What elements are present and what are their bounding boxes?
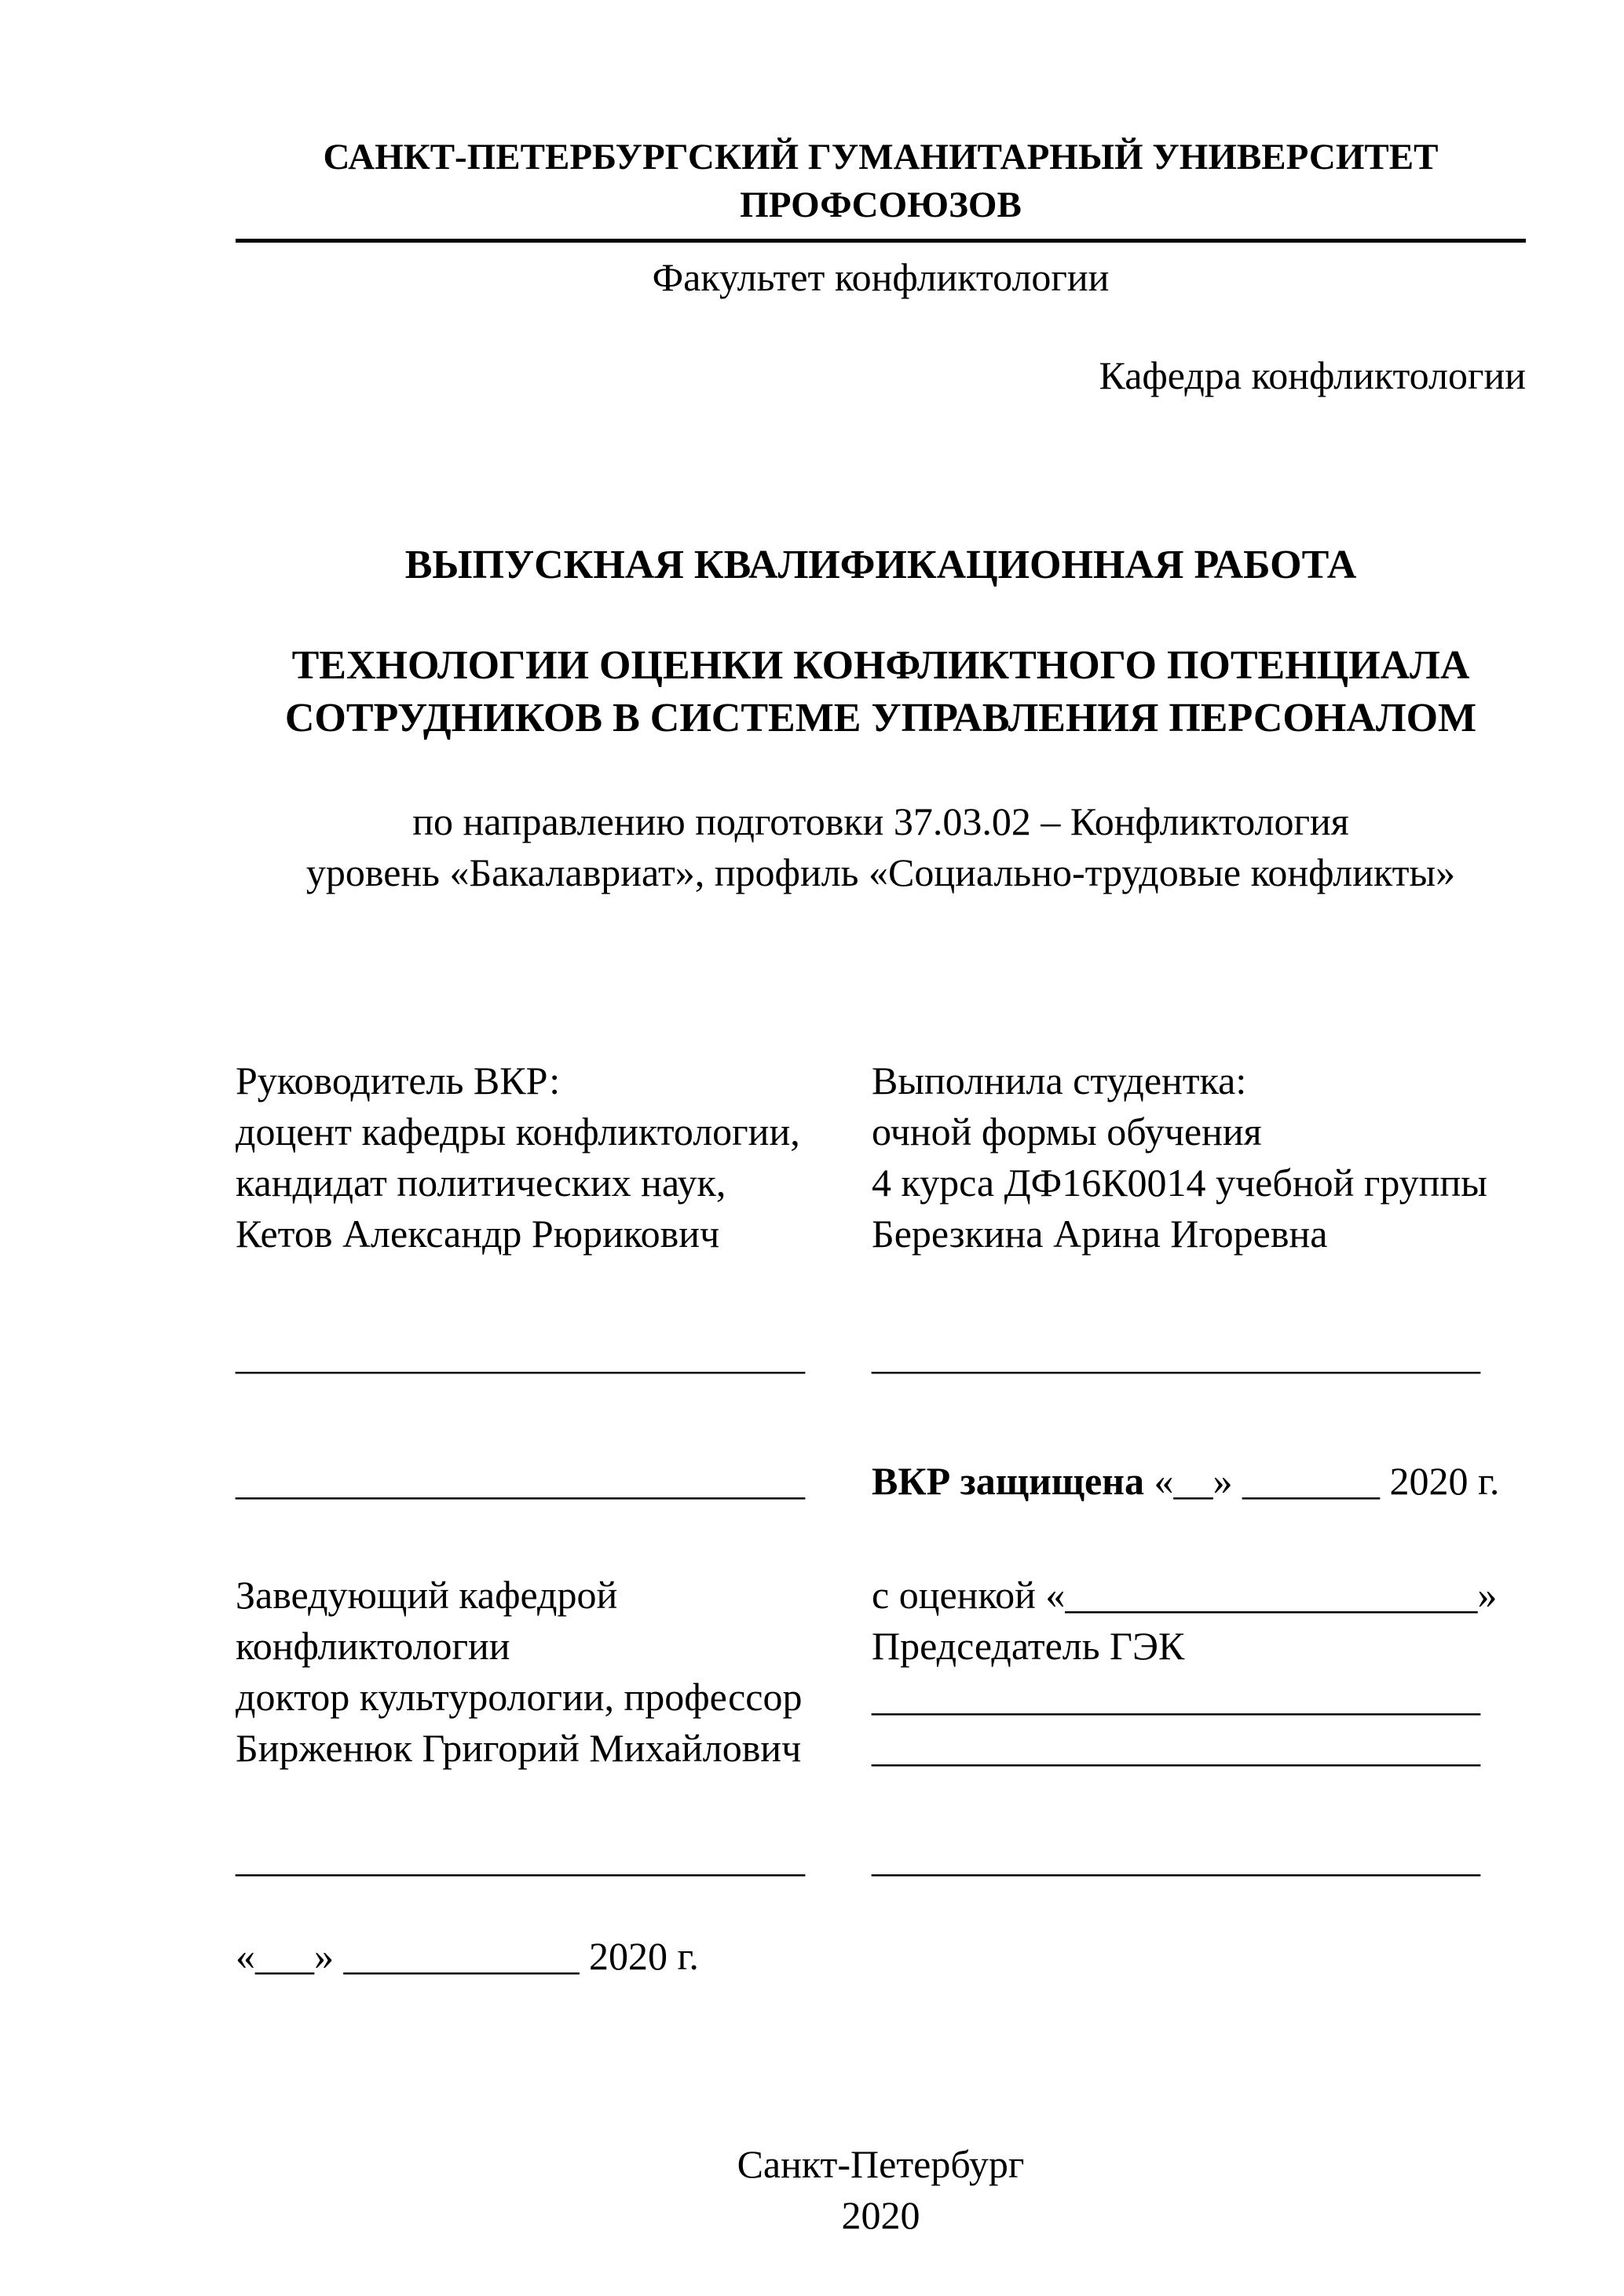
thesis-title — [236, 639, 1526, 745]
supervisor-name: Кетов Александр Рюрикович — [236, 1211, 720, 1256]
people-block — [236, 1055, 1526, 1260]
student-study-form: очной формы обучения — [872, 1109, 1262, 1153]
supervisor-position: доцент кафедры конфликтологии, — [236, 1109, 800, 1153]
supervisor-degree: кандидат политических наук, — [236, 1160, 726, 1205]
university-name: САНКТ-ПЕТЕРБУРГСКИЙ ГУМАНИТАРНЫЙ УНИВЕРСИТЕТ ПРОФСОЮЗОВ — [236, 133, 1526, 243]
department-head-degree: доктор культурологии, профессор — [236, 1674, 803, 1719]
work-type-heading: ВЫПУСКНАЯ КВАЛИФИКАЦИОННАЯ РАБОТА — [404, 543, 1357, 588]
defense-row — [236, 1456, 1526, 1507]
footer-year: 2020 — [841, 2192, 920, 2237]
grade-line: с оценкой «_____________________» — [872, 1572, 1498, 1617]
student-block — [872, 1055, 1526, 1260]
gek-chair-label: Председатель ГЭК — [872, 1623, 1185, 1668]
supervisor-signature-line: _____________________________ — [236, 1333, 805, 1377]
signature-row-1 — [236, 1330, 1526, 1381]
head-grade-block — [236, 1570, 1526, 1774]
department-name: Кафедра конфликтологии — [1099, 353, 1526, 398]
gek-chair-line1: _______________________________ — [872, 1674, 1480, 1719]
gek-chair-signature-line: _______________________________ — [872, 1835, 1480, 1880]
supervisor-block — [236, 1055, 872, 1260]
date-row — [236, 1931, 1526, 1982]
grade-chair-block — [872, 1570, 1526, 1774]
supervisor-label: Руководитель ВКР: — [236, 1058, 561, 1102]
program-line: по направлению подготовки 37.03.02 – Конфликтология — [412, 799, 1349, 843]
department-head-title2: конфликтологии — [236, 1623, 510, 1668]
student-label: Выполнила студентка: — [872, 1058, 1247, 1102]
footer-block — [236, 2139, 1526, 2241]
faculty-name: Факультет конфликтологии — [652, 255, 1110, 300]
footer-city: Санкт-Петербург — [737, 2141, 1025, 2186]
date-row-spacer — [872, 1931, 1526, 1982]
signature-row-2 — [236, 1833, 1526, 1884]
level-line: уровень «Бакалавриат», профиль «Социально-трудовые конфликты» — [305, 850, 1456, 894]
thesis-title-line2: СОТРУДНИКОВ В СИСТЕМЕ УПРАВЛЕНИЯ ПЕРСОНАЛОМ — [284, 696, 1477, 741]
student-signature-line: _______________________________ — [872, 1333, 1480, 1377]
defense-defended-blank: «__» _______ 2020 г. — [1143, 1458, 1500, 1503]
department-head-title1: Заведующий кафедрой — [236, 1572, 618, 1617]
defense-date-line — [872, 1456, 1526, 1507]
department-head-signature-line: _____________________________ — [236, 1835, 805, 1880]
department-head-name: Бирженюк Григорий Михайлович — [236, 1725, 802, 1770]
head-date-line: «___» ____________ 2020 г. — [236, 1933, 699, 1978]
student-group: 4 курса ДФ16К0014 учебной группы — [872, 1160, 1487, 1205]
gek-chair-line2: _______________________________ — [872, 1725, 1480, 1770]
student-name: Березкина Арина Игоревна — [872, 1211, 1328, 1256]
head-signature-line-top: _____________________________ — [236, 1458, 805, 1503]
department-head-block — [236, 1570, 872, 1774]
thesis-title-line1: ТЕХНОЛОГИИ ОЦЕНКИ КОНФЛИКТНОГО ПОТЕНЦИАЛА — [291, 642, 1470, 688]
defense-defended-label: ВКР защищена — [872, 1458, 1144, 1503]
